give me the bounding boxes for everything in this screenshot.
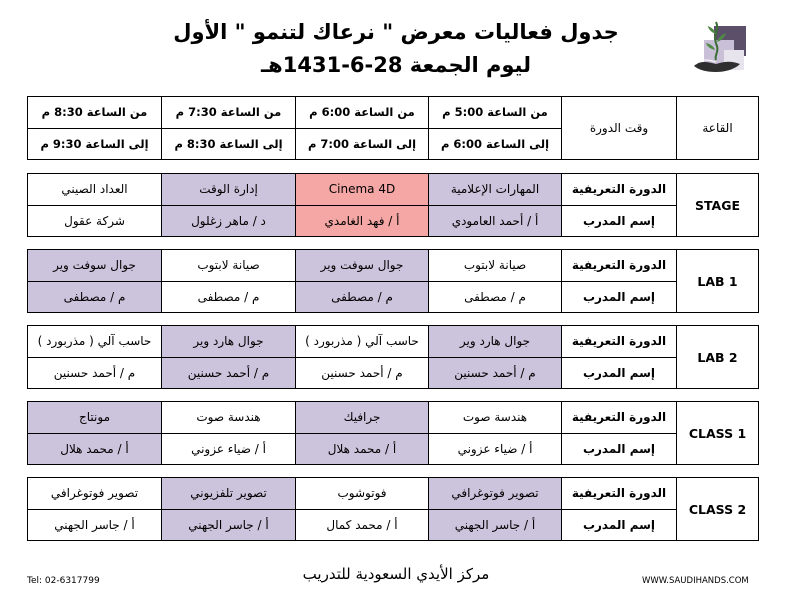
trainer-row-label: إسم المدرب (562, 357, 677, 389)
course-cell: صيانة لابتوب (162, 250, 296, 282)
slot-from: من الساعة 7:30 م (162, 97, 296, 129)
trainer-cell: م / أحمد حسنين (429, 357, 562, 389)
trainer-cell: م / أحمد حسنين (28, 357, 162, 389)
trainer-cell: م / أحمد حسنين (162, 357, 296, 389)
course-cell: حاسب آلي ( مذربورد ) (28, 326, 162, 358)
trainer-row-label: إسم المدرب (562, 509, 677, 541)
course-cell: جوال سوفت وير (28, 250, 162, 282)
course-cell: تصوير فوتوغرافي (28, 478, 162, 510)
course-row-label: الدورة التعريفية (562, 174, 677, 206)
course-cell: المهارات الإعلامية (429, 174, 562, 206)
hall-block-class2 (27, 477, 759, 541)
course-cell: تصوير فوتوغرافي (429, 478, 562, 510)
course-cell: جوال سوفت وير (296, 250, 429, 282)
course-cell: مونتاج (28, 402, 162, 434)
course-cell: صيانة لابتوب (429, 250, 562, 282)
trainer-cell: م / مصطفى (296, 281, 429, 313)
course-row-label: الدورة التعريفية (562, 326, 677, 358)
slot-from: من الساعة 6:00 م (296, 97, 429, 129)
trainer-cell: شركة عقول (28, 205, 162, 237)
slot-to: إلى الساعة 7:00 م (296, 128, 429, 160)
title-line-2: ليوم الجمعة 28-6-1431هـ (260, 53, 532, 77)
schedule-title (150, 16, 642, 82)
hall-name: LAB 2 (677, 326, 759, 389)
slot-to: إلى الساعة 6:00 م (429, 128, 562, 160)
hall-block-class1 (27, 401, 759, 465)
trainer-cell: م / مصطفى (28, 281, 162, 313)
trainer-row-label: إسم المدرب (562, 281, 677, 313)
trainer-cell: د / ماهر زغلول (162, 205, 296, 237)
hall-name: CLASS 1 (677, 402, 759, 465)
trainer-row-label: إسم المدرب (562, 205, 677, 237)
course-row-label: الدورة التعريفية (562, 250, 677, 282)
title-line-1: جدول فعاليات معرض " نرعاك لتنمو " الأول (173, 20, 619, 44)
trainer-cell: أ / محمد كمال (296, 509, 429, 541)
trainer-cell: أ / ضياء عزوني (162, 433, 296, 465)
hall-name: CLASS 2 (677, 478, 759, 541)
trainer-row-label: إسم المدرب (562, 433, 677, 465)
course-cell: جوال هارد وير (429, 326, 562, 358)
hands-logo-icon (690, 20, 748, 78)
course-cell: فوتوشوب (296, 478, 429, 510)
slot-from: من الساعة 8:30 م (28, 97, 162, 129)
course-row-label: الدورة التعريفية (562, 402, 677, 434)
course-row-label: الدورة التعريفية (562, 478, 677, 510)
trainer-cell: أ / محمد هلال (296, 433, 429, 465)
hall-column-header: القاعة (677, 97, 759, 160)
footer-telephone: Tel: 02-6317799 (27, 576, 100, 586)
trainer-cell: أ / أحمد العامودي (429, 205, 562, 237)
hall-name: LAB 1 (677, 250, 759, 313)
slot-to: إلى الساعة 8:30 م (162, 128, 296, 160)
trainer-cell: أ / جاسر الجهني (429, 509, 562, 541)
hall-name: STAGE (677, 174, 759, 237)
footer-organization: مركز الأيدي السعودية للتدريب (302, 565, 490, 583)
course-cell: تصوير تلفزيوني (162, 478, 296, 510)
trainer-cell: م / مصطفى (162, 281, 296, 313)
course-cell: جرافيك (296, 402, 429, 434)
course-cell: إدارة الوقت (162, 174, 296, 206)
trainer-cell: م / أحمد حسنين (296, 357, 429, 389)
time-header-table (27, 96, 759, 160)
hall-block-lab1 (27, 249, 759, 313)
trainer-cell: م / مصطفى (429, 281, 562, 313)
trainer-cell: أ / ضياء عزوني (429, 433, 562, 465)
course-cell: Cinema 4D (296, 174, 429, 206)
trainer-cell: أ / جاسر الجهني (162, 509, 296, 541)
course-cell: هندسة صوت (429, 402, 562, 434)
course-cell: هندسة صوت (162, 402, 296, 434)
slot-from: من الساعة 5:00 م (429, 97, 562, 129)
hall-block-lab2 (27, 325, 759, 389)
hall-block-stage (27, 173, 759, 237)
trainer-cell: أ / جاسر الجهني (28, 509, 162, 541)
trainer-cell: أ / محمد هلال (28, 433, 162, 465)
course-cell: حاسب آلي ( مذربورد ) (296, 326, 429, 358)
course-cell: العداد الصيني (28, 174, 162, 206)
footer-website: WWW.SAUDIHANDS.COM (642, 576, 749, 586)
trainer-cell: أ / فهد الغامدي (296, 205, 429, 237)
time-column-header: وقت الدورة (562, 97, 677, 160)
course-cell: جوال هارد وير (162, 326, 296, 358)
slot-to: إلى الساعة 9:30 م (28, 128, 162, 160)
